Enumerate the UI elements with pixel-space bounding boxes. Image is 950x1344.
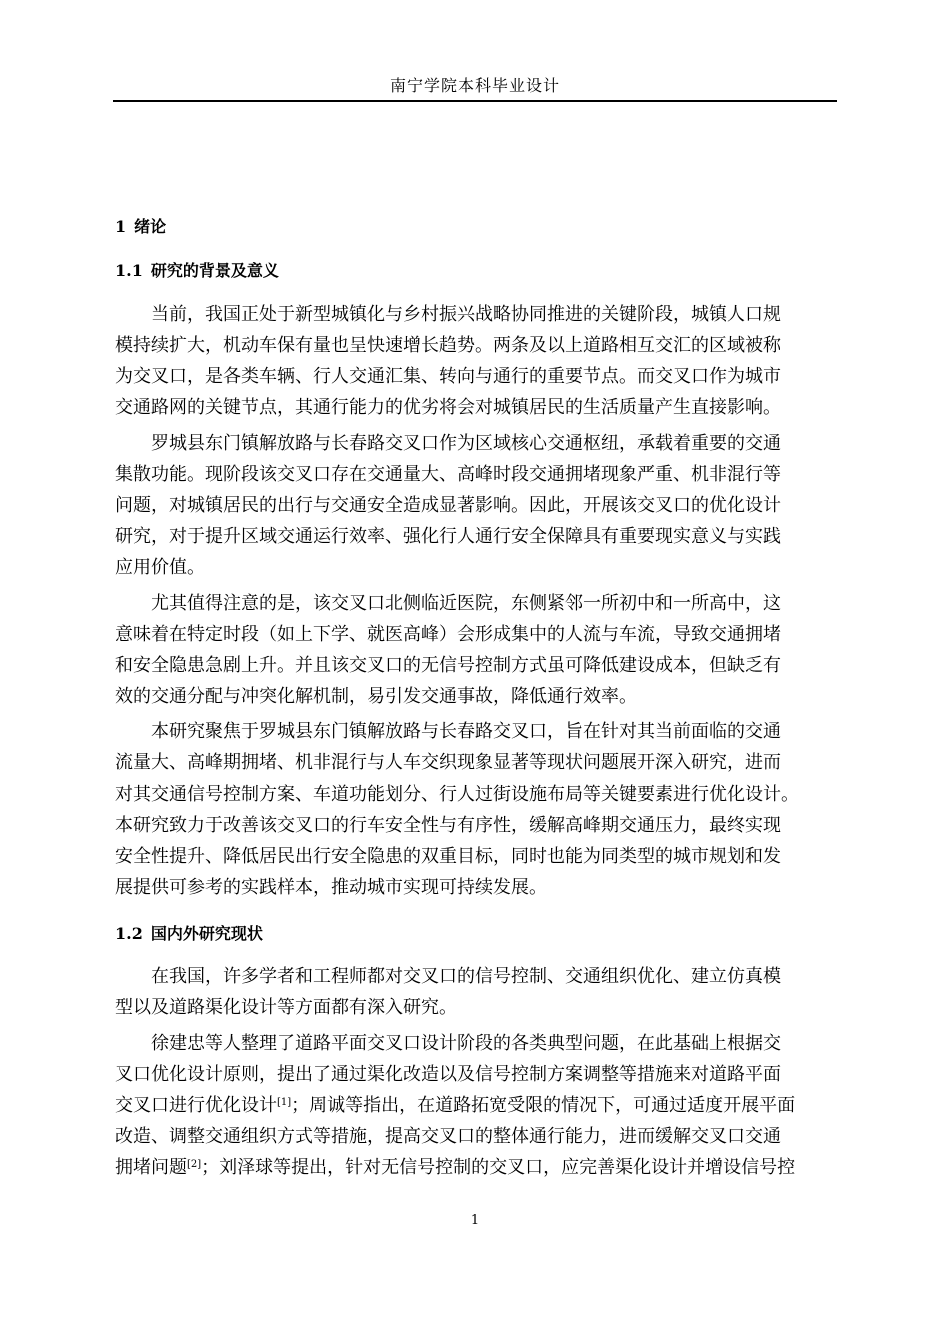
paragraph-line: 尤其值得注意的是，该交叉口北侧临近医院，东侧紧邻一所初中和一所高中，这 <box>151 593 781 614</box>
line-text: 拥堵问题 <box>115 1157 187 1178</box>
section-heading-1-1 <box>115 260 279 282</box>
paragraph-line: 效的交通分配与冲突化解机制，易引发交通事故，降低通行效率。 <box>115 686 637 707</box>
paragraph-line: 展提供可参考的实践样本，推动城市实现可持续发展。 <box>115 877 547 898</box>
chapter-heading <box>115 216 166 238</box>
section-title: 研究的背景及意义 <box>150 261 279 280</box>
paragraph-line: 在我国，许多学者和工程师都对交叉口的信号控制、交通组织优化、建立仿真模 <box>151 966 781 987</box>
line-text: ；周诚等指出，在道路拓宽受限的情况下，可通过适度开展平面 <box>291 1095 796 1116</box>
header-rule <box>113 100 837 102</box>
paragraph-line: 流量大、高峰期拥堵、机非混行与人车交织现象显著等现状问题展开深入研究，进而 <box>115 752 781 773</box>
chapter-number: 1 <box>115 217 127 236</box>
paragraph-line: 和安全隐患急剧上升。并且该交叉口的无信号控制方式虽可降低建设成本，但缺乏有 <box>115 655 781 676</box>
line-text: 交叉口进行优化设计 <box>115 1095 277 1116</box>
section-title: 国内外研究现状 <box>150 924 263 943</box>
citation-marker[interactable]: [1] <box>277 1097 292 1108</box>
paragraph-line: 安全性提升、降低居民出行安全隐患的双重目标，同时也能为同类型的城市规划和发 <box>115 846 781 867</box>
paragraph-line: 罗城县东门镇解放路与长春路交叉口作为区域核心交通枢纽，承载着重要的交通 <box>151 433 781 454</box>
section-number: 1.1 <box>115 261 143 280</box>
section-number: 1.2 <box>115 924 143 943</box>
section-heading-1-2 <box>115 923 263 945</box>
paragraph-line: 叉口优化设计原则，提出了通过渠化改造以及信号控制方案调整等措施来对道路平面 <box>115 1064 781 1085</box>
page-number: 1 <box>470 1213 480 1228</box>
paragraph-line: 为交叉口，是各类车辆、行人交通汇集、转向与通行的重要节点。而交叉口作为城市 <box>115 366 781 387</box>
paragraph-line: 交通路网的关键节点，其通行能力的优劣将会对城镇居民的生活质量产生直接影响。 <box>115 397 781 418</box>
paragraph-line: 集散功能。现阶段该交叉口存在交通量大、高峰时段交通拥堵现象严重、机非混行等 <box>115 464 781 485</box>
paragraph-line: 徐建忠等人整理了道路平面交叉口设计阶段的各类典型问题，在此基础上根据交 <box>151 1033 781 1054</box>
paragraph-line: 应用价值。 <box>115 557 205 578</box>
paragraph-line: 意味着在特定时段（如上下学、就医高峰）会形成集中的人流与车流，导致交通拥堵 <box>115 624 781 645</box>
chapter-title: 绪论 <box>134 217 167 236</box>
paragraph-line: 当前，我国正处于新型城镇化与乡村振兴战略协同推进的关键阶段，城镇人口规 <box>151 304 781 325</box>
paragraph-line: 本研究致力于改善该交叉口的行车安全性与有序性，缓解高峰期交通压力，最终实现 <box>115 815 781 836</box>
paragraph-line: 改造、调整交通组织方式等措施，提高交叉口的整体通行能力，进而缓解交叉口交通 <box>115 1126 781 1147</box>
paragraph-line: 对其交通信号控制方案、车道功能划分、行人过街设施布局等关键要素进行优化设计。 <box>115 784 799 805</box>
page-header-title: 南宁学院本科毕业设计 <box>389 76 560 95</box>
paragraph-line: 研究，对于提升区域交通运行效率、强化行人通行安全保障具有重要现实意义与实践 <box>115 526 781 547</box>
line-text: ；刘泽球等提出，针对无信号控制的交叉口，应完善渠化设计并增设信号控 <box>201 1157 796 1178</box>
citation-marker[interactable]: [2] <box>187 1159 202 1170</box>
paragraph-line <box>115 1094 795 1118</box>
paragraph-line: 问题，对城镇居民的出行与交通安全造成显著影响。因此，开展该交叉口的优化设计 <box>115 495 781 516</box>
paragraph-line: 本研究聚焦于罗城县东门镇解放路与长春路交叉口，旨在针对其当前面临的交通 <box>151 721 781 742</box>
paragraph-line: 型以及道路渠化设计等方面都有深入研究。 <box>115 997 457 1018</box>
paragraph-line: 模持续扩大，机动车保有量也呈快速增长趋势。两条及以上道路相互交汇的区域被称 <box>115 335 781 356</box>
paragraph-line <box>115 1156 795 1180</box>
